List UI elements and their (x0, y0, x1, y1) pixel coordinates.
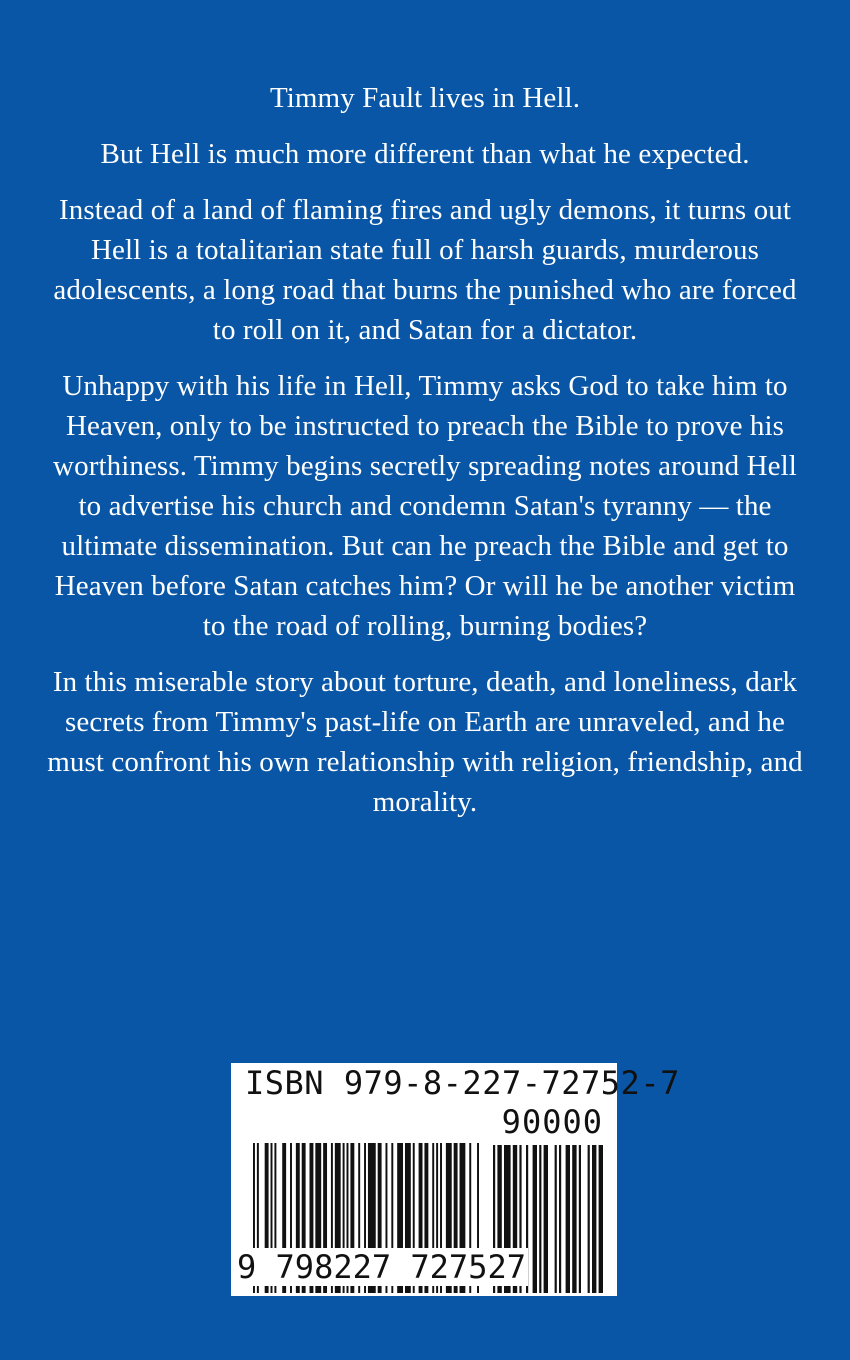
barcode-bar (539, 1145, 541, 1293)
barcode-bar (579, 1145, 581, 1293)
isbn-barcode (231, 1063, 680, 1296)
price-code: 90000 (501, 1103, 603, 1141)
barcode-bar (533, 1145, 537, 1293)
isbn-label: ISBN 979-8-227-72752-7 (245, 1064, 680, 1102)
back-cover-blurb (40, 78, 810, 838)
ean-digits: 9 798227 727527 (237, 1248, 526, 1286)
barcode-bar (559, 1145, 561, 1293)
barcode-bar (599, 1145, 603, 1293)
barcode-bar (566, 1145, 570, 1293)
blurb-paragraph: But Hell is much more different than what he expected. (100, 138, 750, 170)
blurb-paragraph: Unhappy with his life in Hell, Timmy asks God to take him to Heaven, only to be instructed to preach the Bible to prove his worthiness. Timmy begins secretly spreading notes around Hell to advertise his church and condemn Satan's tyranny — the ultimate dissemination. But can he preach the Bible and get to Heaven before Satan catches him? Or will he be another victim to the road of rolling, burning bodies? (53, 370, 797, 642)
barcode-bar (544, 1145, 548, 1293)
barcode-bar (572, 1145, 576, 1293)
blurb-paragraph: Instead of a land of flaming fires and ugly demons, it turns out Hell is a totalitarian state full of harsh guards, murderous adolescents, a long road that burns the punished who are forced to roll on it, and Satan for a dictator. (53, 194, 797, 346)
barcode-bar (588, 1145, 590, 1293)
blurb-paragraph: In this miserable story about torture, death, and loneliness, dark secrets from Timmy's past-life on Earth are unraveled, and he must confront his own relationship with religion, friendship, and morality. (47, 666, 803, 818)
barcode-bar (555, 1145, 557, 1293)
barcode-bar (592, 1145, 596, 1293)
blurb-paragraph: Timmy Fault lives in Hell. (269, 82, 581, 114)
